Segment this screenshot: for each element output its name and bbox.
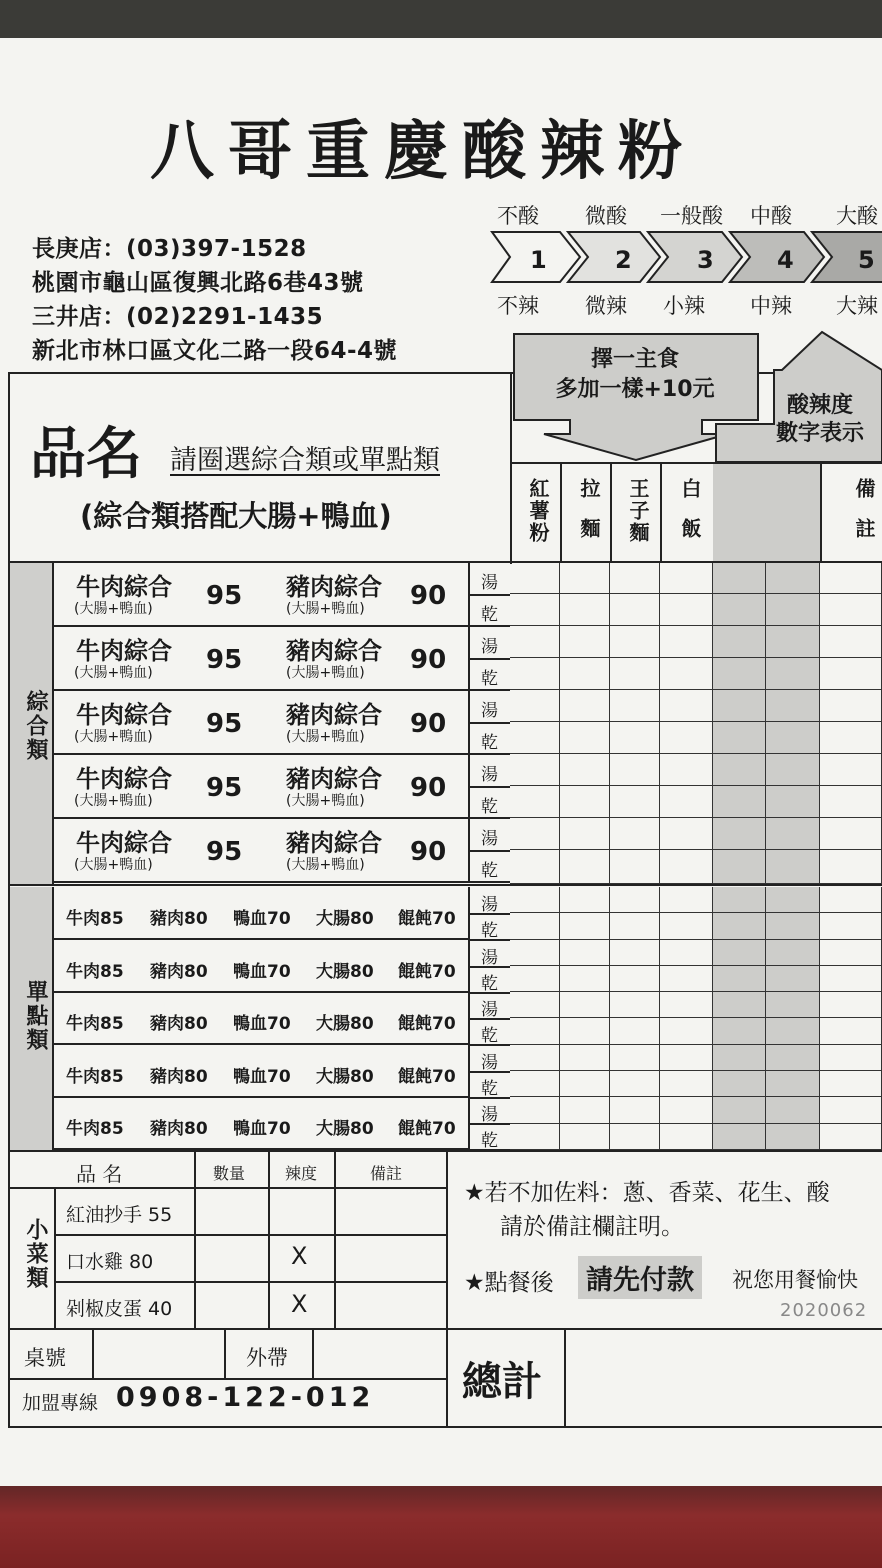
order-cell[interactable]	[660, 626, 713, 658]
dry-option[interactable]: 乾	[481, 797, 498, 817]
order-cell[interactable]	[820, 992, 882, 1018]
col-header-prince-noodle: 王子麵	[626, 478, 650, 544]
soup-option[interactable]: 湯	[481, 765, 498, 785]
single-item: 鴨血70	[233, 909, 291, 929]
staple-box-line2: 多加一樣+10元	[555, 377, 715, 402]
order-cell[interactable]	[510, 754, 560, 786]
order-cell[interactable]	[713, 940, 766, 966]
col-header-rice: 白飯	[678, 478, 702, 558]
combo-beef-name: 牛肉綜合	[76, 637, 172, 665]
order-cell[interactable]	[510, 940, 560, 966]
sides-header-qty: 數量	[213, 1164, 246, 1183]
order-cell[interactable]	[820, 690, 882, 722]
order-cell[interactable]	[510, 1071, 560, 1097]
order-cell[interactable]	[510, 850, 560, 884]
col-header-ramen: 拉麵	[577, 478, 601, 558]
order-cell[interactable]	[560, 594, 610, 626]
order-cell[interactable]	[713, 1045, 766, 1071]
sour-level-2: 微酸	[585, 204, 627, 228]
order-cell[interactable]	[820, 626, 882, 658]
order-cell[interactable]	[766, 1097, 820, 1124]
single-item: 牛肉85	[66, 962, 124, 982]
shop-1-phone: 長庚店：(03)397-1528	[32, 236, 307, 262]
combo-pork-price: 90	[410, 709, 447, 739]
note-after-order: ★點餐後	[464, 1270, 554, 1296]
order-cell[interactable]	[766, 594, 820, 626]
soup-option[interactable]: 湯	[481, 1000, 498, 1020]
sour-level-3: 一般酸	[660, 204, 723, 228]
sour-level-5: 大酸	[836, 204, 878, 228]
order-cell[interactable]	[713, 887, 766, 913]
order-cell[interactable]	[766, 887, 820, 913]
order-cell[interactable]	[560, 1097, 610, 1124]
combo-beef-price: 95	[206, 837, 243, 867]
order-cell[interactable]	[660, 754, 713, 786]
order-cell[interactable]	[820, 754, 882, 786]
sides-header-spicy: 辣度	[285, 1164, 318, 1183]
order-cell[interactable]	[610, 754, 660, 786]
single-item: 餛飩70	[398, 962, 456, 982]
single-item: 牛肉85	[66, 1119, 124, 1139]
order-cell[interactable]	[713, 1097, 766, 1124]
dry-option[interactable]: 乾	[481, 1131, 498, 1151]
order-cell[interactable]	[660, 940, 713, 966]
single-item: 鴨血70	[233, 962, 291, 982]
dry-option[interactable]: 乾	[481, 921, 498, 941]
order-cell[interactable]	[766, 690, 820, 722]
note-remark-instruction: 請於備註欄註明。	[500, 1214, 684, 1240]
single-item: 大腸80	[316, 1119, 374, 1139]
order-cell[interactable]	[560, 563, 610, 594]
order-cell[interactable]	[820, 913, 882, 940]
order-cell[interactable]	[660, 1124, 713, 1150]
combo-beef-price: 95	[206, 581, 243, 611]
order-cell[interactable]	[660, 1071, 713, 1097]
order-cell[interactable]	[560, 658, 610, 690]
total-label: 總計	[462, 1359, 542, 1405]
order-cell[interactable]	[766, 722, 820, 754]
order-cell[interactable]	[510, 966, 560, 992]
order-cell[interactable]	[510, 658, 560, 690]
combo-beef-name: 牛肉綜合	[76, 701, 172, 729]
level-box-line2: 數字表示	[775, 421, 864, 446]
order-cell[interactable]	[766, 563, 820, 594]
order-cell[interactable]	[820, 818, 882, 850]
single-item: 牛肉85	[66, 909, 124, 929]
order-cell[interactable]	[766, 626, 820, 658]
order-cell[interactable]	[510, 786, 560, 818]
order-cell[interactable]	[660, 594, 713, 626]
note-pay-first: 請先付款	[578, 1256, 702, 1299]
level-number-3: 3	[697, 246, 714, 274]
combo-pork-name: 豬肉綜合	[286, 637, 382, 665]
order-cell[interactable]	[510, 563, 560, 594]
order-cell[interactable]	[766, 818, 820, 850]
combo-pork-sub: (大腸+鴨血)	[286, 857, 365, 873]
combo-pork-price: 90	[410, 773, 447, 803]
order-cell[interactable]	[660, 1097, 713, 1124]
order-cell[interactable]	[660, 658, 713, 690]
order-cell[interactable]	[766, 1071, 820, 1097]
single-item: 鴨血70	[233, 1014, 291, 1034]
order-cell[interactable]	[560, 1045, 610, 1071]
soup-option[interactable]: 湯	[481, 1053, 498, 1073]
order-cell[interactable]	[510, 1045, 560, 1071]
single-item: 豬肉80	[150, 1067, 208, 1087]
order-cell[interactable]	[713, 563, 766, 594]
form-code: 2020062	[780, 1300, 868, 1321]
spicy-level-4: 中辣	[750, 294, 792, 318]
combo-pork-price: 90	[410, 645, 447, 675]
order-cell[interactable]	[713, 786, 766, 818]
combo-beef-sub: (大腸+鴨血)	[74, 729, 153, 745]
order-cell[interactable]	[560, 690, 610, 722]
order-cell[interactable]	[660, 966, 713, 992]
combo-beef-name: 牛肉綜合	[76, 829, 172, 857]
soup-option[interactable]: 湯	[481, 948, 498, 968]
order-cell[interactable]	[510, 594, 560, 626]
single-item: 牛肉85	[66, 1067, 124, 1087]
order-cell[interactable]	[610, 690, 660, 722]
combo-beef-sub: (大腸+鴨血)	[74, 857, 153, 873]
single-item: 鴨血70	[233, 1067, 291, 1087]
order-cell[interactable]	[820, 1124, 882, 1150]
order-cell[interactable]	[560, 818, 610, 850]
order-cell[interactable]	[713, 1124, 766, 1150]
sides-header-name: 品 名	[76, 1162, 123, 1186]
staple-box-line1: 擇一主食	[590, 347, 679, 372]
order-cell[interactable]	[610, 966, 660, 992]
order-cell[interactable]	[820, 940, 882, 966]
order-cell[interactable]	[610, 1045, 660, 1071]
franchise-phone: 0908-122-012	[116, 1382, 375, 1413]
side-item-1-name: 紅油抄手 55	[66, 1204, 173, 1226]
combo-note: (綜合類搭配大腸+鴨血)	[80, 499, 392, 533]
order-cell[interactable]	[820, 658, 882, 690]
order-cell[interactable]	[510, 722, 560, 754]
order-cell[interactable]	[713, 966, 766, 992]
order-cell[interactable]	[713, 818, 766, 850]
order-cell[interactable]	[610, 818, 660, 850]
order-cell[interactable]	[713, 913, 766, 940]
spicy-level-3: 小辣	[663, 294, 705, 318]
dry-option[interactable]: 乾	[481, 1079, 498, 1099]
order-cell[interactable]	[660, 563, 713, 594]
order-cell[interactable]	[610, 626, 660, 658]
single-item: 餛飩70	[398, 1067, 456, 1087]
combo-pork-price: 90	[410, 581, 447, 611]
order-cell[interactable]	[766, 754, 820, 786]
order-cell[interactable]	[660, 992, 713, 1018]
order-cell[interactable]	[610, 1097, 660, 1124]
order-cell[interactable]	[766, 966, 820, 992]
combo-beef-sub: (大腸+鴨血)	[74, 665, 153, 681]
order-cell[interactable]	[660, 786, 713, 818]
order-cell[interactable]	[820, 1097, 882, 1124]
combo-pork-name: 豬肉綜合	[286, 765, 382, 793]
single-item: 餛飩70	[398, 1014, 456, 1034]
order-cell[interactable]	[713, 1071, 766, 1097]
order-cell[interactable]	[713, 1018, 766, 1045]
combo-beef-price: 95	[206, 773, 243, 803]
order-cell[interactable]	[820, 1071, 882, 1097]
order-cell[interactable]	[510, 1018, 560, 1045]
order-cell[interactable]	[510, 1097, 560, 1124]
combo-pork-sub: (大腸+鴨血)	[286, 665, 365, 681]
combo-pork-name: 豬肉綜合	[286, 829, 382, 857]
order-cell[interactable]	[510, 913, 560, 940]
order-cell[interactable]	[713, 594, 766, 626]
soup-option[interactable]: 湯	[481, 829, 498, 849]
order-cell[interactable]	[510, 992, 560, 1018]
level-number-2: 2	[615, 246, 632, 274]
level-number-4: 4	[777, 246, 794, 274]
order-cell[interactable]	[660, 1018, 713, 1045]
order-cell[interactable]	[713, 626, 766, 658]
dry-option[interactable]: 乾	[481, 605, 498, 625]
dry-option[interactable]: 乾	[481, 733, 498, 753]
soup-option[interactable]: 湯	[481, 701, 498, 721]
order-cell[interactable]	[510, 626, 560, 658]
order-cell[interactable]	[660, 850, 713, 884]
order-cell[interactable]	[820, 1045, 882, 1071]
order-cell[interactable]	[713, 754, 766, 786]
order-cell[interactable]	[713, 722, 766, 754]
restaurant-title: 八哥重慶酸辣粉	[150, 114, 696, 189]
dry-option[interactable]: 乾	[481, 861, 498, 881]
combo-pork-sub: (大腸+鴨血)	[286, 793, 365, 809]
order-cell[interactable]	[610, 563, 660, 594]
order-cell[interactable]	[610, 1071, 660, 1097]
order-cell[interactable]	[820, 563, 882, 594]
combo-pork-name: 豬肉綜合	[286, 573, 382, 601]
order-cell[interactable]	[820, 887, 882, 913]
side-item-2-spicy: X	[291, 1242, 308, 1270]
single-item: 豬肉80	[150, 962, 208, 982]
order-cell[interactable]	[560, 992, 610, 1018]
single-item: 大腸80	[316, 962, 374, 982]
spicy-level-1: 不辣	[497, 294, 539, 318]
order-cell[interactable]	[510, 887, 560, 913]
soup-option[interactable]: 湯	[481, 573, 498, 593]
combo-beef-sub: (大腸+鴨血)	[74, 601, 153, 617]
sides-category-label: 小菜類	[23, 1218, 48, 1290]
order-cell[interactable]	[820, 786, 882, 818]
soup-option[interactable]: 湯	[481, 895, 498, 915]
side-item-3-name: 剁椒皮蛋 40	[66, 1298, 173, 1320]
level-number-5: 5	[858, 246, 875, 274]
combo-pork-price: 90	[410, 837, 447, 867]
combo-beef-sub: (大腸+鴨血)	[74, 793, 153, 809]
order-cell[interactable]	[560, 940, 610, 966]
order-cell[interactable]	[660, 1045, 713, 1071]
order-cell[interactable]	[713, 658, 766, 690]
combo-pork-name: 豬肉綜合	[286, 701, 382, 729]
order-cell[interactable]	[820, 1018, 882, 1045]
order-cell[interactable]	[560, 1071, 610, 1097]
order-cell[interactable]	[610, 1124, 660, 1150]
single-item: 豬肉80	[150, 1014, 208, 1034]
order-cell[interactable]	[610, 992, 660, 1018]
order-cell[interactable]	[660, 818, 713, 850]
single-item: 鴨血70	[233, 1119, 291, 1139]
order-cell[interactable]	[610, 658, 660, 690]
order-cell[interactable]	[610, 887, 660, 913]
order-cell[interactable]	[610, 722, 660, 754]
order-cell[interactable]	[713, 690, 766, 722]
order-cell[interactable]	[820, 850, 882, 884]
dry-option[interactable]: 乾	[481, 1026, 498, 1046]
spicy-level-5: 大辣	[836, 294, 878, 318]
combo-beef-price: 95	[206, 645, 243, 675]
spicy-level-2: 微辣	[585, 294, 627, 318]
order-cell[interactable]	[766, 658, 820, 690]
side-item-2-name: 口水雞 80	[66, 1251, 154, 1273]
sides-header-remarks: 備註	[370, 1164, 403, 1183]
order-cell[interactable]	[510, 818, 560, 850]
order-cell[interactable]	[510, 690, 560, 722]
order-cell[interactable]	[713, 992, 766, 1018]
order-cell[interactable]	[560, 722, 610, 754]
soup-option[interactable]: 湯	[481, 637, 498, 657]
sour-level-4: 中酸	[750, 204, 792, 228]
order-cell[interactable]	[610, 913, 660, 940]
takeout-label: 外帶	[246, 1346, 288, 1370]
order-cell[interactable]	[660, 722, 713, 754]
level-number-1: 1	[530, 246, 547, 274]
combo-category-label: 綜合類	[23, 690, 48, 762]
table-number-label: 桌號	[24, 1346, 66, 1370]
order-cell[interactable]	[766, 1124, 820, 1150]
single-item: 牛肉85	[66, 1014, 124, 1034]
single-item: 豬肉80	[150, 909, 208, 929]
product-instruction: 請圈選綜合類或單點類	[170, 445, 440, 476]
order-cell[interactable]	[560, 1124, 610, 1150]
col-header-sweet-potato-noodle: 紅薯粉	[526, 478, 550, 544]
note-enjoy-meal: 祝您用餐愉快	[732, 1268, 858, 1292]
dry-option[interactable]: 乾	[481, 974, 498, 994]
shop-2-address: 新北市林口區文化二路一段64-4號	[32, 338, 398, 364]
order-cell[interactable]	[560, 786, 610, 818]
order-cell[interactable]	[820, 966, 882, 992]
combo-pork-sub: (大腸+鴨血)	[286, 601, 365, 617]
order-cell[interactable]	[510, 1124, 560, 1150]
single-item: 餛飩70	[398, 909, 456, 929]
sour-level-1: 不酸	[497, 204, 539, 228]
order-cell[interactable]	[766, 786, 820, 818]
order-cell[interactable]	[660, 690, 713, 722]
shop-1-address: 桃園市龜山區復興北路6巷43號	[32, 270, 364, 296]
order-cell[interactable]	[610, 786, 660, 818]
level-box-line1: 酸辣度	[786, 393, 853, 418]
combo-beef-name: 牛肉綜合	[76, 573, 172, 601]
order-cell[interactable]	[660, 913, 713, 940]
single-item: 豬肉80	[150, 1119, 208, 1139]
note-no-condiments: ★若不加佐料：蔥、香菜、花生、酸	[464, 1180, 830, 1206]
order-cell[interactable]	[660, 887, 713, 913]
dry-option[interactable]: 乾	[481, 669, 498, 689]
single-item: 餛飩70	[398, 1119, 456, 1139]
order-cell[interactable]	[766, 992, 820, 1018]
single-item: 大腸80	[316, 1014, 374, 1034]
order-cell[interactable]	[766, 913, 820, 940]
order-cell[interactable]	[610, 594, 660, 626]
order-cell[interactable]	[560, 887, 610, 913]
single-item: 大腸80	[316, 909, 374, 929]
combo-beef-price: 95	[206, 709, 243, 739]
single-item: 大腸80	[316, 1067, 374, 1087]
combo-pork-sub: (大腸+鴨血)	[286, 729, 365, 745]
order-cell[interactable]	[766, 940, 820, 966]
order-cell[interactable]	[820, 594, 882, 626]
soup-option[interactable]: 湯	[481, 1105, 498, 1125]
product-heading: 品名	[30, 421, 142, 487]
shop-2-phone: 三井店：(02)2291-1435	[32, 304, 324, 330]
order-cell[interactable]	[766, 850, 820, 884]
order-cell[interactable]	[820, 722, 882, 754]
order-cell[interactable]	[560, 754, 610, 786]
order-cell[interactable]	[766, 1045, 820, 1071]
order-cell[interactable]	[610, 1018, 660, 1045]
order-cell[interactable]	[560, 626, 610, 658]
combo-beef-name: 牛肉綜合	[76, 765, 172, 793]
franchise-label: 加盟專線	[22, 1392, 99, 1414]
order-cell[interactable]	[560, 966, 610, 992]
side-item-3-spicy: X	[291, 1290, 308, 1318]
order-cell[interactable]	[610, 940, 660, 966]
order-cell[interactable]	[713, 850, 766, 884]
order-cell[interactable]	[766, 1018, 820, 1045]
order-cell[interactable]	[560, 850, 610, 884]
order-cell[interactable]	[560, 913, 610, 940]
col-header-remarks: 備註	[852, 478, 876, 558]
order-cell[interactable]	[610, 850, 660, 884]
single-category-label: 單點類	[23, 980, 48, 1052]
order-cell[interactable]	[560, 1018, 610, 1045]
